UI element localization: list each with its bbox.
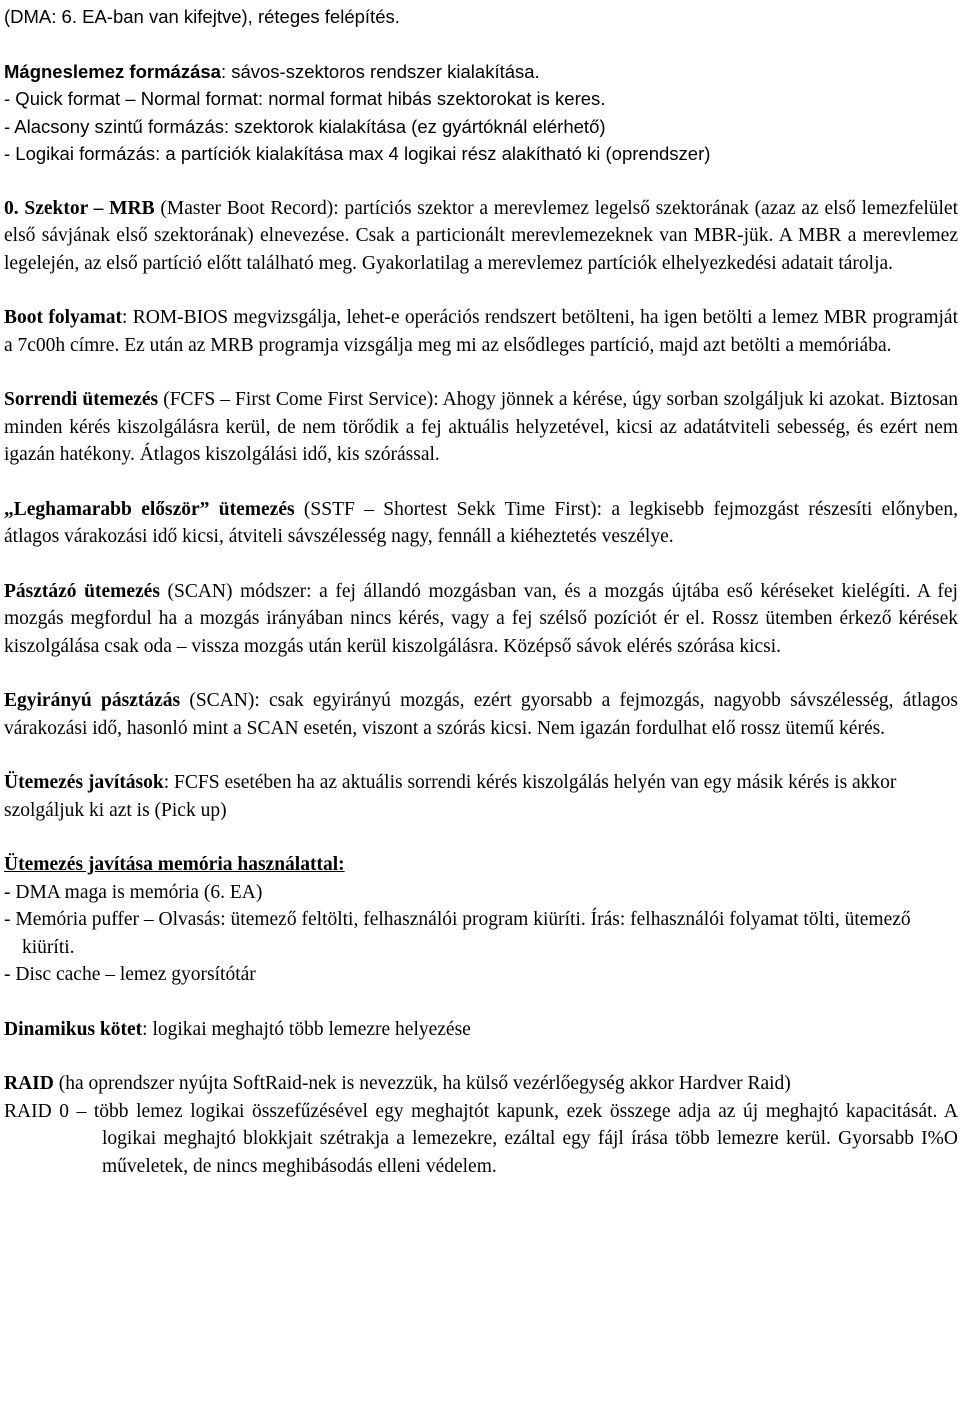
fix-title: Ütemezés javítások xyxy=(4,772,164,793)
raid-section xyxy=(4,1070,958,1180)
dyn-paragraph xyxy=(4,1016,958,1044)
format-section xyxy=(4,58,958,168)
scan-text: (SCAN) módszer: a fej állandó mozgásban van, és a mozgás újtába eső kéréseket kielégíti. A fej mozgás megfordul ha a mozgás irányában nincs kérés, vagy a fej szélső pozíciót ér el. Rossz ütemben érkező kérések kiszolgálása csak oda – vissza mozgás után kerül kiszolgálásra. Középső sávok elérés szórása kicsi. xyxy=(4,580,958,657)
mbr-title: 0. Szektor – MRB xyxy=(4,197,155,219)
document-page xyxy=(4,3,958,1180)
scan-paragraph xyxy=(4,578,958,661)
scan-title: Pásztázó ütemezés xyxy=(4,580,160,602)
fix-text: : FCFS esetében ha az aktuális sorrendi kérés kiszolgálás helyén van egy másik kérés is akkor szolgáljuk ki azt is (Pick up) xyxy=(4,772,897,821)
format-paragraph xyxy=(4,58,958,86)
boot-title: Boot folyamat xyxy=(4,307,122,328)
memfix-item: - Memória puffer – Olvasás: ütemező feltölti, felhasználói program kiüríti. Írás: felhasználói folyamat tölti, ütemező kiüríti. xyxy=(4,909,911,958)
memfix-title: Ütemezés javítása memória használattal: xyxy=(4,854,345,875)
format-text: : sávos-szektoros rendszer kialakítása. xyxy=(220,60,540,82)
fix-paragraph xyxy=(4,769,958,824)
memfix-section xyxy=(4,851,958,989)
boot-text: : ROM-BIOS megvizsgálja, lehet-e operációs rendszert betölteni, ha igen betölti a lemez MBR programját a 7c00h címre. Ez után az MRB programja vizsgálja meg mi az elsődleges partíció, majd azt betölti a memóriába. xyxy=(4,307,958,356)
dyn-text: : logikai meghajtó több lemezre helyezése xyxy=(142,1018,471,1040)
cscan-title: Egyirányú pásztázás xyxy=(4,690,181,711)
fcfs-text: (FCFS – First Come First Service): Ahogy jönnek a kérése, úgy sorban szolgáljuk ki azokat. Biztosan minden kérés kiszolgálásra kerül, de nem törődik a fej aktuális helyzetével, kicsi az adatátviteli sebesség, és ezért nem igazán hatékony. Átlagos kiszolgálási idő, kis szórással. xyxy=(4,389,959,465)
format-title: Mágneslemez formázása xyxy=(4,60,221,82)
sstf-title: „Leghamarabb először” ütemezés xyxy=(4,498,295,520)
format-item: - Logikai formázás: a partíciók kialakítása max 4 logikai rész alakítható ki (oprendszer) xyxy=(4,143,711,164)
format-item: - Alacsony szintű formázás: szektorok kialakítása (ez gyártóknál elérhető) xyxy=(4,115,606,137)
fcfs-title: Sorrendi ütemezés xyxy=(4,389,159,410)
mbr-paragraph xyxy=(4,195,958,278)
sstf-paragraph xyxy=(4,496,958,551)
memfix-paragraph xyxy=(4,851,958,879)
raid-paragraph xyxy=(4,1070,958,1098)
memfix-item: - Disc cache – lemez gyorsítótár xyxy=(4,964,256,985)
sstf-text: (SSTF – Shortest Sekk Time First): a legkisebb fejmozgást részesíti előnyben, átlagos várakozási idő kicsi, átviteli sávszélesség nagy, fennáll a kiéheztetés veszélye. xyxy=(4,498,959,547)
raid0-paragraph: RAID 0 – több lemez logikai összefűzésével egy meghajtót kapunk, ezek összege adja az új meghajtó kapacitását. A logikai meghajtó blokkjait szétrakja a lemezekre, ezáltal egy fájl írása több lemezre kerül. Gyorsabb I%O műveletek, de nincs meghibásodás elleni védelem. xyxy=(4,1100,958,1177)
fcfs-paragraph xyxy=(4,386,958,469)
memfix-item: - DMA maga is memória (6. EA) xyxy=(4,881,263,903)
boot-paragraph xyxy=(4,304,958,359)
cscan-paragraph xyxy=(4,687,958,742)
format-item: - Quick format – Normal format: normal format hibás szektorokat is keres. xyxy=(4,88,606,109)
mbr-text: (Master Boot Record): partíciós szektor a merevlemez legelső szektorának (azaz az első lemezfelület első sávjának első szektorának) elnevezése. Csak a particionált merevlemezeknek van MBR-jük. A MBR a merevlemez legelején, az első partíció előtt található meg. Gyakorlatilag a merevlemez partíciók elhelyezkedési adatait tárolja. xyxy=(4,197,958,274)
raid-title: RAID xyxy=(4,1073,54,1094)
header-note: (DMA: 6. EA-ban van kifejtve), réteges felépítés. xyxy=(4,6,400,27)
raid-text: (ha oprendszer nyújta SoftRaid-nek is nevezzük, ha külső vezérlőegység akkor Hardver Raid) xyxy=(53,1073,791,1094)
cscan-text: (SCAN): csak egyirányú mozgás, ezért gyorsabb a fejmozgás, nagyobb sávszélesség, átlagos várakozási idő, hasonló mint a SCAN esetén, viszont a szórás kicsi. Nem igazán fordulhat elő rossz ütemű kérés. xyxy=(4,690,958,739)
dyn-title: Dinamikus kötet xyxy=(4,1018,143,1040)
